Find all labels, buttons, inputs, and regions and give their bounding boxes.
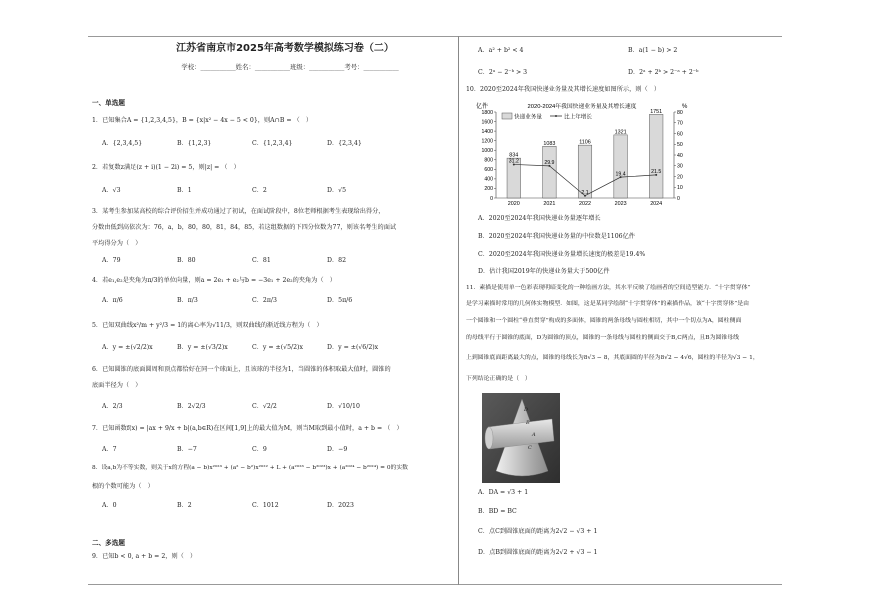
- chart-y-left-tick-label: 1800: [481, 109, 493, 116]
- chart-legend: [502, 113, 592, 121]
- q6-option-a[interactable]: A．2/3: [102, 403, 123, 410]
- q1-option-b[interactable]: B．{1,2,3}: [177, 140, 212, 147]
- q9-option-c[interactable]: C．2ᵃ − 2⁻ᵇ > 3: [478, 69, 528, 76]
- question-8-line-1: 8．设a,b为不等实数，则关于x的方程(a − b)x²⁰²³ + (a² − b²)x²⁰²² + L + (a²⁰²³ − b²⁰²³)x + (a²⁰²⁴ − b²⁰²⁴) = 0的实数: [92, 465, 408, 471]
- chart-y-right-tick-label: 0: [677, 195, 680, 202]
- bottom-rule: [88, 584, 782, 585]
- q4-option-c[interactable]: C．2π/3: [252, 297, 277, 304]
- question-2: 2．若复数z满足(z + i)(1 − 2i) = 5，则|z| = （ ）: [92, 164, 240, 171]
- q10-option-c[interactable]: C．2020至2024年我国快递业务量增长速度的极差是19.4%: [478, 251, 646, 258]
- chart-y-right-tick-label: 50: [677, 142, 683, 149]
- chart-growth-value-label: 31.2: [508, 158, 519, 165]
- q4-option-d[interactable]: D．5π/6: [327, 297, 353, 304]
- chart-bar-value-label: 1106: [579, 139, 591, 146]
- question-6-line-2: 底面半径为（ ）: [92, 382, 142, 389]
- q1-option-a[interactable]: A．{2,3,4,5}: [102, 140, 143, 147]
- photo-label-c: C: [528, 445, 532, 451]
- q5-option-a[interactable]: A．y = ±(√2/2)x: [102, 344, 153, 351]
- q5-option-d[interactable]: D．y = ±(√6/2)x: [327, 344, 379, 351]
- question-5: 5．已知双曲线x²/m + y²/3 = 1的离心率为√11/3，则双曲线的渐近线方程为（ ）: [92, 322, 323, 329]
- q2-option-d[interactable]: D．√5: [327, 187, 347, 194]
- q2-option-b[interactable]: B．1: [177, 187, 192, 194]
- q3-option-c[interactable]: C．81: [252, 257, 271, 264]
- chart-y-left-tick-label: 0: [490, 195, 493, 202]
- q1-option-c[interactable]: C．{1,2,3,4}: [252, 140, 293, 147]
- page-title: 江苏省南京市2025年高考数学模拟练习卷（二）: [176, 43, 394, 54]
- q4-options: [102, 297, 402, 305]
- question-7: 7．已知函数f(x) = |ax + 9/x + b|(a,b∈R)在区间[1,9]上的最大值为M，则当M取到最小值时，a + b = （ ）: [92, 425, 403, 432]
- q8-options: [102, 502, 402, 510]
- chart-y-left-tick-label: 1400: [481, 128, 493, 135]
- q8-option-a[interactable]: A．0: [102, 502, 117, 509]
- section-single-choice: 一、单选题: [92, 99, 125, 107]
- photo-label-a: A: [532, 432, 536, 438]
- question-11-line-4: 的母线平行于圆锥的底面，D为圆锥的顶点，圆锥的一条母线与圆柱的侧面交于B,C两点，且B为圆锥母线: [466, 335, 740, 341]
- chart-y-right-tick-label: 70: [677, 120, 683, 127]
- q5-option-c[interactable]: C．y = ±(√5/2)x: [252, 344, 303, 351]
- q2-option-a[interactable]: A．√3: [102, 187, 121, 194]
- chart-growth-value-label: 2.1: [581, 189, 589, 196]
- q11-option-d[interactable]: D．点B到圆锥底面的距离为2√2 + √3 − 1: [478, 549, 598, 556]
- q2-options: [102, 187, 402, 195]
- chart-bar-value-label: 1083: [543, 140, 556, 147]
- q9-option-b[interactable]: B．a(1 − b) > 2: [628, 47, 678, 54]
- chart-y-left-tick-label: 600: [484, 167, 493, 174]
- q8-option-d[interactable]: D．2023: [327, 502, 354, 509]
- question-11-line-1: 11．素描是使用单一色彩表现明暗变化的一种绘画方法，其水平反映了绘画者的空间造型能力．“十字贯穿体”: [466, 285, 751, 291]
- chart-y-left-tick-label: 1600: [481, 119, 493, 126]
- chart-y-right-tick-label: 30: [677, 163, 683, 170]
- q3-option-b[interactable]: B．80: [177, 257, 196, 264]
- chart-y-left-tick-label: 800: [484, 157, 493, 164]
- question-11-line-3: 一个圆锥和一个圆柱“垂直贯穿”构成的多面体，圆锥的两条母线与圆柱相切，其中一个切点为A，圆柱侧面: [466, 318, 742, 324]
- q8-option-c[interactable]: C．1012: [252, 502, 279, 509]
- chart-growth-value-label: 19.4: [615, 171, 626, 178]
- question-9: 9．已知b < 0, a + b = 2，则（ ）: [92, 553, 197, 560]
- chart-y-left-unit: 亿件: [476, 104, 489, 110]
- chart-y-right-tick-label: 10: [677, 185, 683, 192]
- question-6-line-1: 6．已知圆锥的底面圆周和顶点都恰好在同一个球面上，且该球的半径为1，当圆锥的体积取最大值时，圆锥的: [92, 366, 391, 373]
- question-1: 1．已知集合A = {1,2,3,4,5}，B = {x|x² − 4x − 5 < 0}，则A∩B = （ ）: [92, 117, 313, 124]
- section-multiple-choice: 二、多选题: [92, 539, 125, 547]
- q11-option-c[interactable]: C．点C到圆锥底面的距离为2√2 − √3 + 1: [478, 528, 598, 535]
- q9-options-row-1: [478, 47, 778, 55]
- legend-line-label: 比上年增长: [564, 114, 592, 121]
- q9-options-row-2: [478, 69, 778, 77]
- chart-y-left-tick-label: 200: [484, 186, 493, 193]
- chart-bar: [614, 135, 628, 198]
- legend-bar-label: 快递业务量: [514, 114, 542, 121]
- chart-x-tick-label: 2022: [579, 201, 591, 207]
- q7-options: [102, 446, 402, 454]
- question-10: 10．2020至2024年我国快递业务量及其增长速度如图所示，则（ ）: [466, 86, 661, 93]
- q7-option-a[interactable]: A．7: [102, 446, 117, 453]
- legend-line-marker: [555, 115, 557, 117]
- chart-growth-value-label: 29.9: [544, 160, 555, 167]
- chart-title: 2020-2024年我国快递业务量及其增长速度: [527, 104, 637, 110]
- q7-option-b[interactable]: B．−7: [177, 446, 197, 453]
- q6-options: [102, 403, 402, 411]
- chart-bar: [543, 146, 557, 198]
- question-3-line-1: 3．某考生参加某高校的综合评价招生并成功通过了初试，在面试阶段中，8位老师根据考生表现给出得分，: [92, 208, 385, 215]
- q2-option-c[interactable]: C．2: [252, 187, 267, 194]
- q9-option-d[interactable]: D．2ᵃ + 2ᵇ > 2⁻ᵃ + 2⁻ᵇ: [628, 69, 699, 76]
- q6-option-d[interactable]: D．√10/10: [327, 403, 360, 410]
- chart-growth-value-label: 21.5: [651, 169, 662, 176]
- q7-option-d[interactable]: D．−9: [327, 446, 348, 453]
- q10-option-d[interactable]: D．估计我国2019年的快递业务量大于500亿件: [478, 268, 610, 275]
- q4-option-b[interactable]: B．π/3: [177, 297, 198, 304]
- chart-y-left-tick-label: 400: [484, 176, 493, 183]
- chart-plot-area: [481, 109, 682, 207]
- q11-option-a[interactable]: A．DA = √3 + 1: [478, 489, 529, 496]
- q6-option-b[interactable]: B．2√2/3: [177, 403, 206, 410]
- q3-options: [102, 257, 402, 265]
- chart-x-tick-label: 2020: [507, 201, 520, 207]
- legend-bar-swatch: [502, 113, 512, 119]
- q8-option-b[interactable]: B．2: [177, 502, 192, 509]
- student-info-line: 学校：___________姓名：___________班级：___________考号：___________: [181, 63, 399, 71]
- q3-option-d[interactable]: D．82: [327, 257, 347, 264]
- q7-option-c[interactable]: C．9: [252, 446, 267, 453]
- q5-options: [102, 344, 402, 352]
- chart-x-tick-label: 2024: [650, 201, 663, 207]
- q3-option-a[interactable]: A．79: [102, 257, 121, 264]
- q9-option-a[interactable]: A．a² + b² < 4: [478, 47, 524, 54]
- q4-option-a[interactable]: A．π/6: [102, 297, 123, 304]
- q1-option-d[interactable]: D．{2,3,4}: [327, 140, 362, 147]
- q1-options: [102, 140, 402, 148]
- photo-cylinder-end: [485, 427, 493, 449]
- question-3-line-3: 平均得分为（ ）: [92, 240, 142, 247]
- q6-option-c[interactable]: C．√2/2: [252, 403, 277, 410]
- chart-y-right-unit: %: [682, 104, 688, 110]
- chart-y-right-tick-label: 20: [677, 174, 683, 181]
- chart-y-left-tick-label: 1000: [481, 148, 493, 155]
- q10-option-a[interactable]: A．2020至2024年我国快递业务量逐年增长: [478, 215, 601, 222]
- chart-x-tick-label: 2023: [614, 201, 627, 207]
- question-11-line-5: 上到圆锥底面距离最大的点，圆锥的母线长为8√3 − 8，其底面圆的半径为8√2 − 4√6，圆柱的半径为√3 − 1，: [466, 355, 759, 361]
- question-4: 4．若e₁,e₂是夹角为π/3的单位向量，则a = 2e₁ + e₂与b = −3e₁ + 2e₂的夹角为（ ）: [92, 277, 336, 284]
- question-8-line-2: 根的个数可能为（ ）: [92, 483, 154, 490]
- chart-y-right-tick-label: 60: [677, 131, 683, 138]
- question-11-line-6: 下列结论正确的是（ ）: [466, 376, 531, 382]
- q10-option-b[interactable]: B．2020至2024年我国快递业务量的中位数是1106亿件: [478, 233, 635, 240]
- cross-solid-sketch-photo: [482, 393, 560, 483]
- chart-x-tick-label: 2021: [543, 201, 556, 207]
- photo-label-b: B: [526, 420, 530, 426]
- photo-label-d: D: [524, 407, 529, 413]
- chart-y-right-tick-label: 80: [677, 109, 683, 116]
- delivery-volume-chart: [466, 100, 698, 210]
- question-11-line-2: 是学习素描时常用的几何体实物模型．如图，这是某同学绘制“十字贯穿体”的素描作品，该“十字贯穿体”是由: [466, 301, 750, 307]
- chart-bar: [649, 114, 663, 198]
- q11-option-b[interactable]: B．BD = BC: [478, 508, 517, 515]
- chart-y-left-tick-label: 1200: [481, 138, 493, 145]
- chart-bar-value-label: 1751: [650, 108, 663, 115]
- chart-bar-value-label: 834: [509, 152, 519, 159]
- chart-bar-value-label: 1321: [614, 129, 627, 136]
- question-3-line-2: 分数由低到高依次为：76，a，b，80，80，81，84，85，若这组数据的下四分位数为77，则该名考生的面试: [92, 224, 397, 231]
- chart-y-right-tick-label: 40: [677, 152, 683, 159]
- column-divider: [458, 36, 459, 585]
- q5-option-b[interactable]: B．y = ±(√3/2)x: [177, 344, 228, 351]
- top-rule: [88, 36, 782, 37]
